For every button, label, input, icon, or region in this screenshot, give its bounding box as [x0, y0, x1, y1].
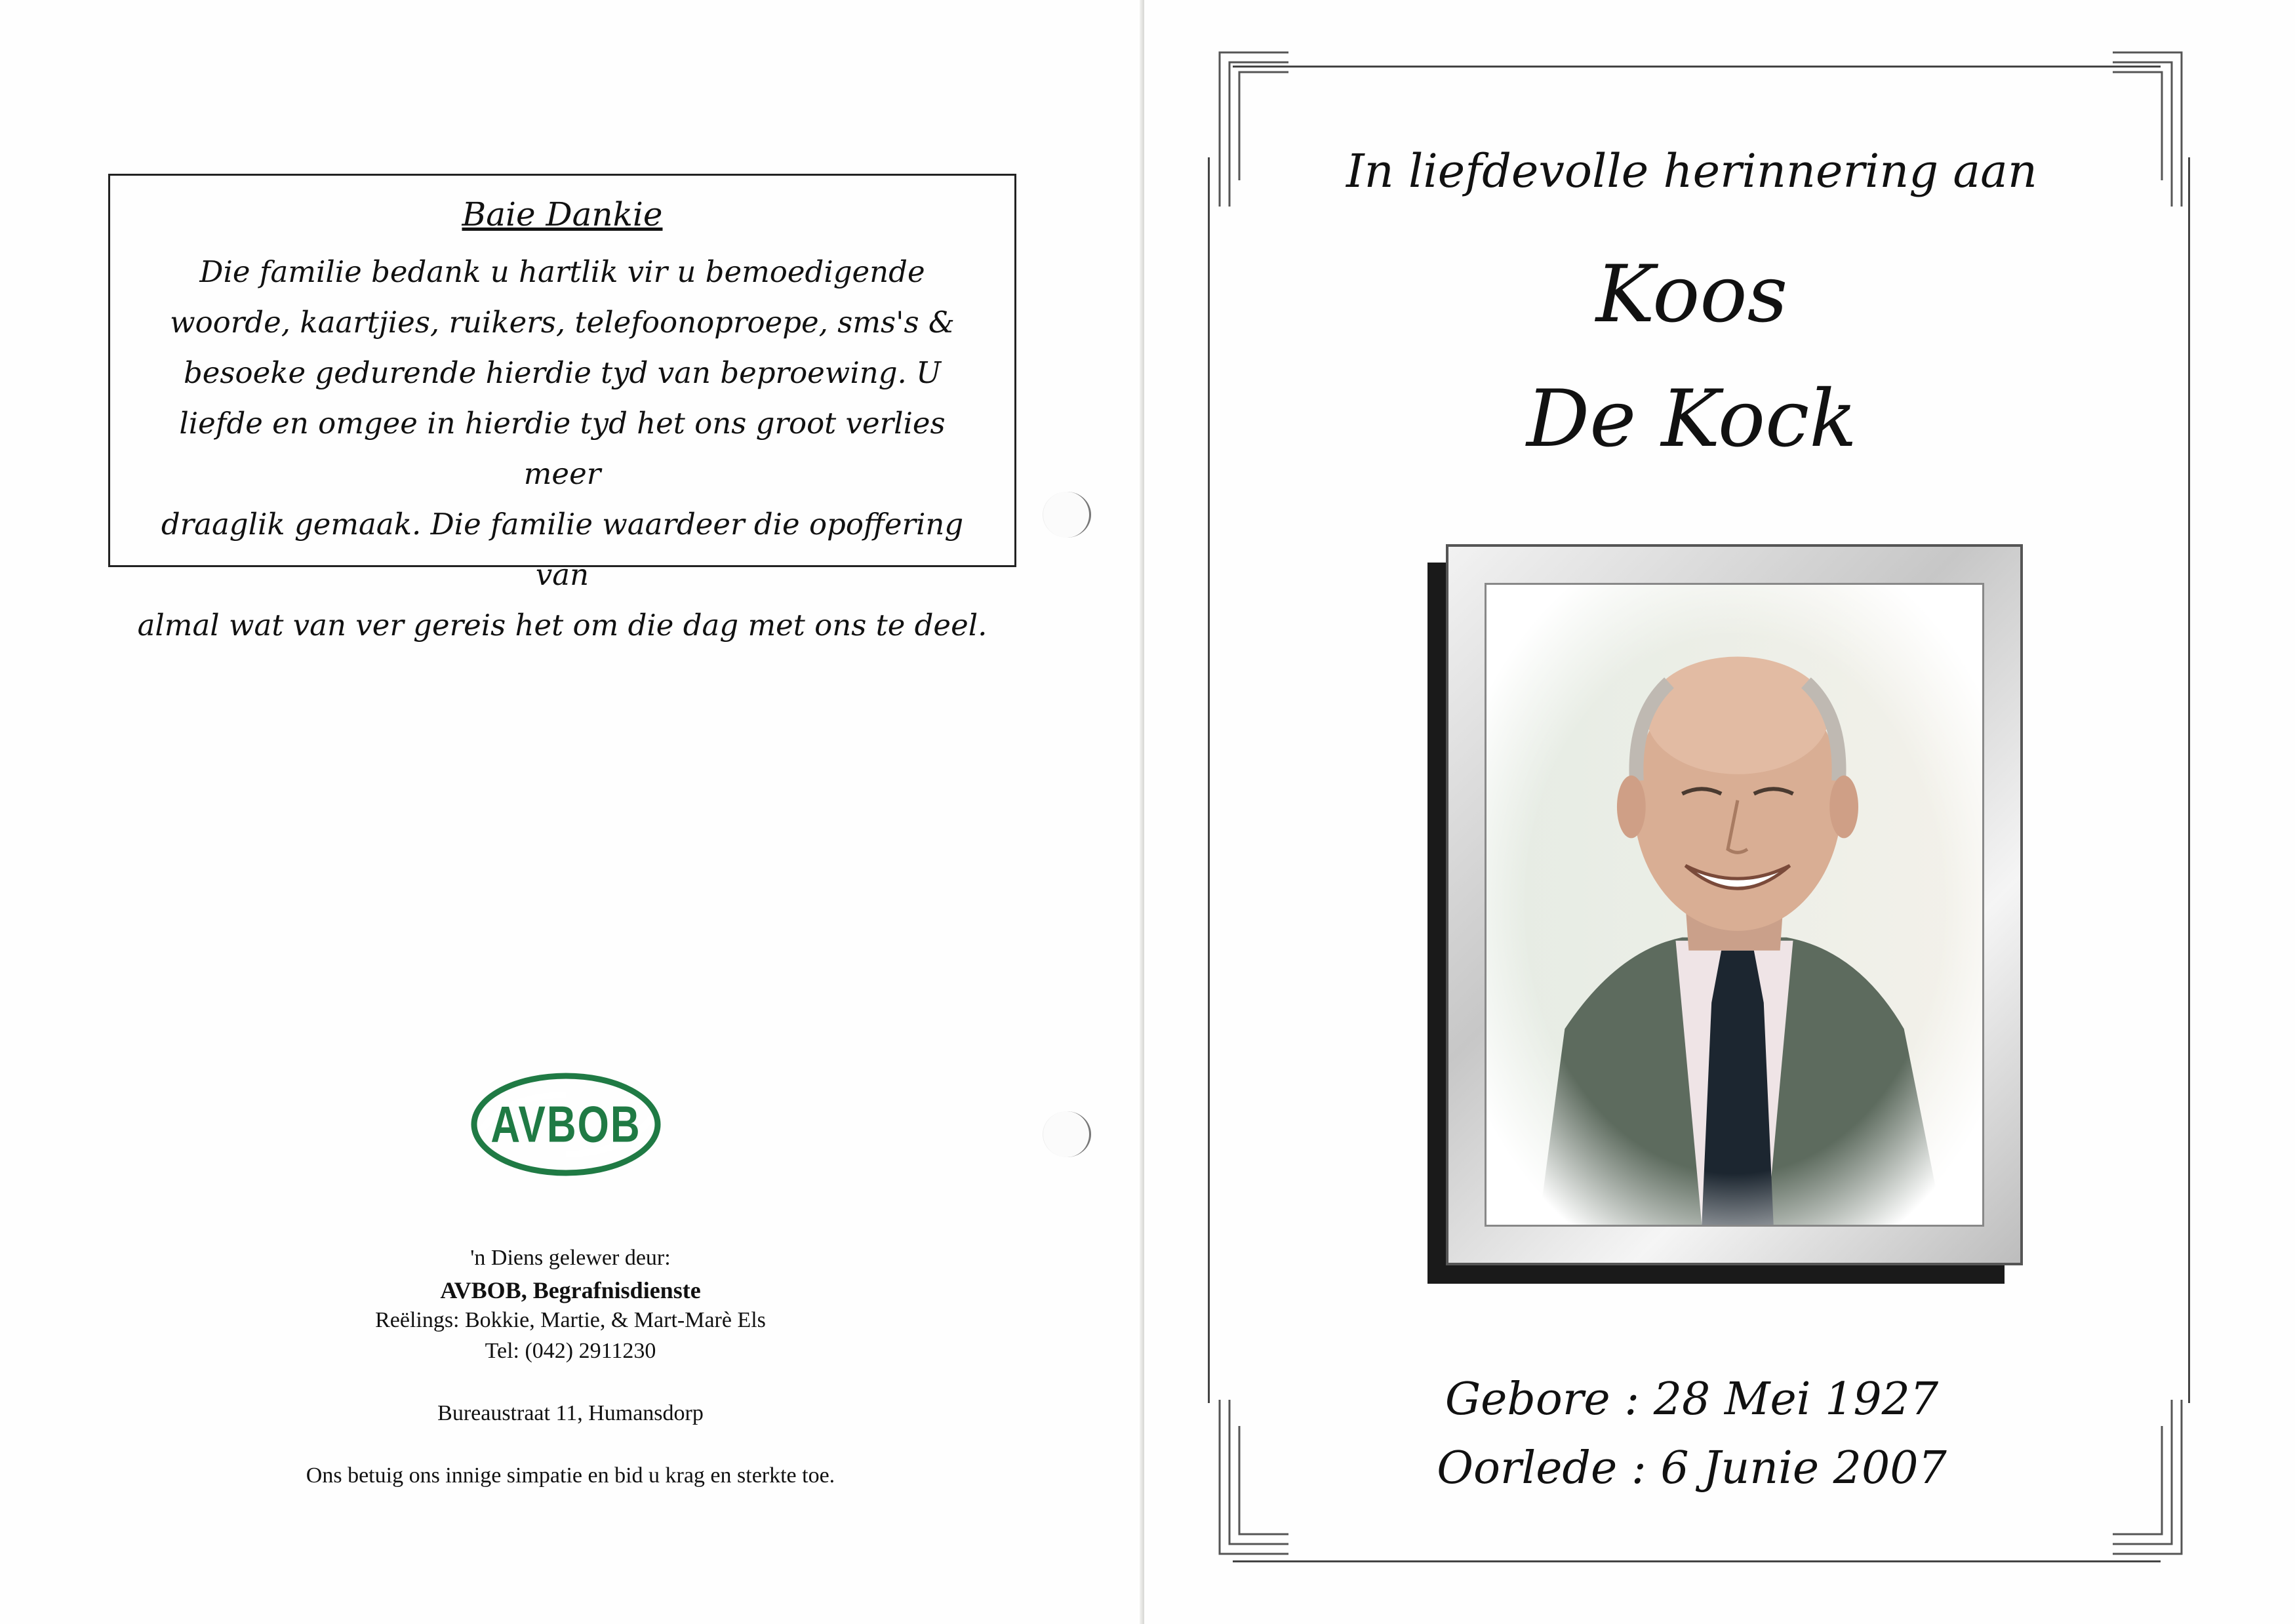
thanks-title: Baie Dankie: [462, 195, 663, 233]
border-bottom: [1233, 1560, 2161, 1562]
border-left: [1208, 157, 1210, 1403]
portrait-photo: [1485, 583, 1984, 1227]
thanks-line: Die familie bedank u hartlik vir u bemoedigende: [199, 254, 925, 289]
punch-hole: [1043, 1111, 1091, 1157]
condolence-text: Ons betuig ons innige simpatie en bid u krag en sterkte toe.: [306, 1463, 835, 1488]
phone-number: Tel: (042) 2911230: [485, 1339, 656, 1363]
thanks-line: liefde en omgee in hierdie tyd het ons groot verlies meer: [179, 406, 946, 491]
service-line: 'n Diens gelewer deur:: [470, 1246, 671, 1270]
thanks-body: [136, 247, 988, 650]
thanks-line: woorde, kaartjies, ruikers, telefoonoproepe, sms's &: [170, 305, 955, 340]
arrangements: Reëlings: Bokkie, Martie, & Mart-Marè Els: [375, 1308, 766, 1332]
back-page: [0, 0, 1144, 1624]
thanks-line: besoeke gedurende hierdie tyd van beproewing. U: [183, 355, 942, 390]
portrait-frame: [1446, 544, 2023, 1265]
address: Bureaustraat 11, Humansdorp: [437, 1401, 704, 1425]
thanks-line: almal wat van ver gereis het om die dag met ons te deel.: [137, 608, 988, 643]
border-top: [1233, 66, 2161, 68]
last-name: De Kock: [1527, 374, 1857, 465]
memorial-intro: In liefdevolle herinnering aan: [1346, 144, 2037, 198]
company-name: AVBOB, Begrafnisdienste: [440, 1277, 701, 1303]
logo-text: AVBOB: [490, 1096, 641, 1153]
thanks-line: draaglik gemaak. Die familie waardeer die opoffering van: [161, 507, 964, 592]
first-name: Koos: [1595, 249, 1788, 340]
birth-date: Gebore : 28 Mei 1927: [1445, 1374, 1939, 1425]
thank-you-box: [108, 174, 1016, 643]
avbob-logo-icon: [468, 1069, 664, 1180]
punch-hole: [1043, 492, 1091, 538]
border-right: [2188, 157, 2190, 1403]
death-date: Oorlede : 6 Junie 2007: [1437, 1442, 1947, 1494]
